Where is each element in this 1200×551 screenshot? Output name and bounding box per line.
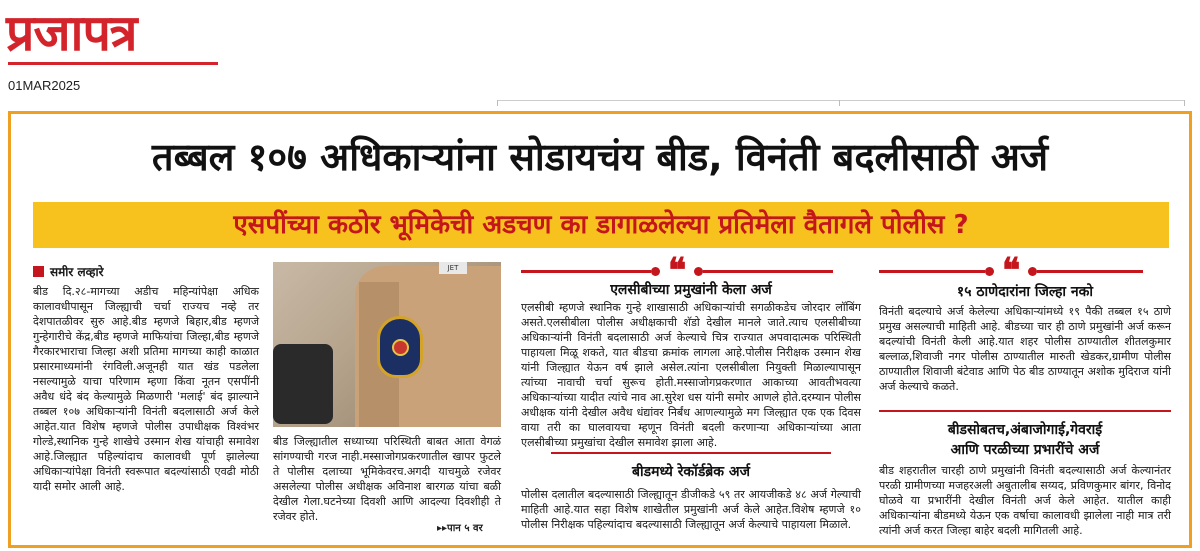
photo-caption: बीड जिल्ह्यातील सध्याच्या परिस्थिती बाबत आता वेगळं सांगण्याची गरज नाही.मस्साजोगप्रकरणातील खापर फुटले ते पोलीस दलाच्या भूमिकेवरच.अगदी याचमुळे रजेवर असलेल्या पोलीस अधीक्षक अविनाश बारगळ यांचा बळी देखील गेला.घटनेच्या दिवशी आणि आदल्या दिवशीही ते रजेवर होते.	[273, 435, 501, 523]
section-title-others-line1: बीडसोबतच,अंबाजोगाई,गेवराई	[947, 422, 1103, 438]
quote-mark-icon: ❝	[1002, 251, 1021, 291]
badge-emblem	[392, 339, 409, 356]
byline	[33, 262, 103, 280]
section-body-record: पोलीस दलातील बदल्यासाठी जिल्ह्यातून डीजीकडे ५९ तर आयजीकडे ४८ अर्ज गेल्याची माहिती आहे.यात सहा विशेष शाखेतील प्रमुखांनी अर्ज केले आहेत.विशेष म्हणजे १० पोलीस निरीक्षक पहिल्यांदाच बदल्यासाठी जिल्ह्यातून अर्ज केल्याचे पाहायला मिळाले.	[521, 488, 861, 531]
header-rule	[879, 270, 985, 273]
section-title-others-line2: आणि परळीच्या प्रभारींचे अर्ज	[950, 442, 1100, 458]
header-dot	[694, 267, 703, 276]
byline-square-icon	[33, 266, 44, 277]
author-name: समीर लव्हारे	[50, 264, 104, 279]
header-rule	[1037, 270, 1143, 273]
headline: तब्बल १०७ अधिकाऱ्यांना सोडायचंय बीड, विनंती बदलीसाठी अर्ज	[151, 135, 1049, 179]
header-dot	[651, 267, 660, 276]
continued-on-page[interactable]: ▸▸पान ५ वर	[437, 523, 483, 534]
subheadline-banner: एसपींच्या कठोर भूमिकेची अडचण का डागाळलेल्या प्रतिमेला वैतागले पोलीस ?	[33, 202, 1169, 248]
edition-date: 01MAR2025	[8, 78, 81, 93]
quote-mark-icon: ❝	[668, 251, 687, 291]
police-badge-icon	[377, 316, 423, 378]
header-rule	[521, 270, 651, 273]
header-dot	[985, 267, 994, 276]
walkie-talkie	[273, 344, 333, 424]
section-title-lcb: एलसीबीच्या प्रमुखांनी केला अर्ज	[610, 282, 772, 298]
header-rule	[703, 270, 833, 273]
newspaper-logo[interactable]: प्रजापत्र	[6, 4, 137, 62]
divider-tick	[839, 100, 840, 106]
header-dot	[1028, 267, 1037, 276]
section-divider	[879, 410, 1171, 412]
section-title-others	[879, 420, 1171, 460]
article-frame	[8, 111, 1192, 548]
main-article-text: बीड दि.२८-मागच्या अडीच महिन्यांपेक्षा अधिक कालावधीपासून जिल्ह्याची चर्चा राज्यच नव्हे तर देशपातळीवर सुरु आहे.बीड म्हणजे बिहार,बीड म्हणजे गुन्हेगारीचे केंद्र,बीड म्हणजे माफियांचा जिल्हा,बीड म्हणजे गैरकारभाराचा जिल्हा अशी प्रतिमा मागच्या काही काळात प्रसारमाध्यमांनी रंगविली.अजूनही यात खंड पडलेला नसल्यामुळे याचा परिणाम म्हणा किंवा नूतन एसपींनी अवैध धंदे बंद केल्यामुळे मिळणारी 'मलाई' बंद झाल्याने तब्बल १०७ अधिकाऱ्यांनी विनंती बदलासाठी अर्ज केले आहेत.यात विशेष म्हणजे पोलीस उपाधीक्षक विश्वंभर गोल्डे,स्थानिक गुन्हे शाखेचे उस्मान शेख यांचाही समावेश आहे.जिल्ह्यात पहिल्यांदाच कालावधी पूर्ण झालेल्या अधिकाऱ्यांपेक्षा विनंती स्वरूपात बदल्यांसाठी एवढी मोठी यादी समोर आली आहे.	[33, 285, 259, 493]
divider-tick	[1184, 100, 1185, 106]
police-uniform-photo	[273, 262, 501, 427]
top-divider	[497, 100, 1185, 104]
section-title-thanedar: १५ ठाणेदारांना जिल्हा नको	[956, 284, 1094, 300]
section-body-lcb: एलसीबी म्हणजे स्थानिक गुन्हे शाखासाठी अधिकाऱ्यांची सगळीकडेच जोरदार लॉबिंग असते.एलसीबीला पोलीस अधीक्षकाची शॅडो देखील मानले जाते.त्याच एलसीबीच्या अधिकाऱ्यांनी विनंती बदलासाठी अर्ज केल्याचे चित्र राज्यात अपवादात्मक परिस्थिती पाहायला मिळू शकते, यात बीडचा क्रमांक लागला आहे.पोलीस निरीक्षक उस्मान शेख यांनी जिल्ह्यात येऊन वर्ष झाले असेल.त्यांना एलसीबीला नियुक्ती मिळाल्यापासून त्यांच्या नावाची चर्चा सुरूच होती.मस्साजोगप्रकरणात आकाच्या आवतीभवत्या अधिकाऱ्यांच्या यादीत त्यांचे नाव आ.सुरेश धस यांनी समोर आणले होते.दरम्यान पोलीस अधीक्षक यांनी देखील अवैध धंद्यांवर निर्बंध आणल्यामुळे मग जिल्ह्यात एक एक दिवस वाया तरी का घालवायचा म्हणून विनंती बदली करणाऱ्या अधिकाऱ्यांच्या आता एलसीबीच्या प्रमुखांचा देखील समावेश झाला आहे.	[521, 301, 861, 449]
section-title-record: बीडमध्ये रेकॉर्डब्रेक अर्ज	[631, 464, 751, 480]
masthead	[0, 0, 1200, 108]
section-body-others: बीड शहरातील चारही ठाणे प्रमुखांनी विनंती बदल्यासाठी अर्ज केल्यानंतर परळी ग्रामीणच्या मजहरअली अबुतालीब सय्यद, प्रविणकुमार बांगर, विनोद घोळवे या प्रभारींनी देखील विनंती अर्ज केले आहेत. यातील काही अधिकाऱ्यांना बीडमध्ये येऊन एक वर्षाचा कालावधी झालेला नाही मात्र तरी त्यांनी अर्ज करत जिल्हा बाहेर बदली मागितली आहे.	[879, 464, 1171, 537]
shoulder-ribbon: JET	[439, 262, 467, 274]
section-divider	[551, 452, 831, 454]
divider-tick	[497, 100, 498, 106]
section-body-thanedar: विनंती बदल्याचे अर्ज केलेल्या अधिकाऱ्यांमध्ये १९ पैकी तब्बल १५ ठाणे प्रमुख असल्याची माहिती आहे. बीडच्या चार ही ठाणे प्रमुखांनी अर्ज करून बदल्यांची विनंती केली आहे.यात शहर पोलीस ठाण्यातील शीतलकुमार बल्लाळ,शिवाजी नगर पोलीस ठाण्यातील मारुती खेडकर,ग्रामीण पोलीस ठाण्यातील शिवाजी बंटेवाड आणि पेठ बीड ठाण्यातून अशोक मुदिराज यांनी अर्ज केल्याचे कळते.	[879, 305, 1171, 393]
logo-underline	[8, 62, 218, 65]
